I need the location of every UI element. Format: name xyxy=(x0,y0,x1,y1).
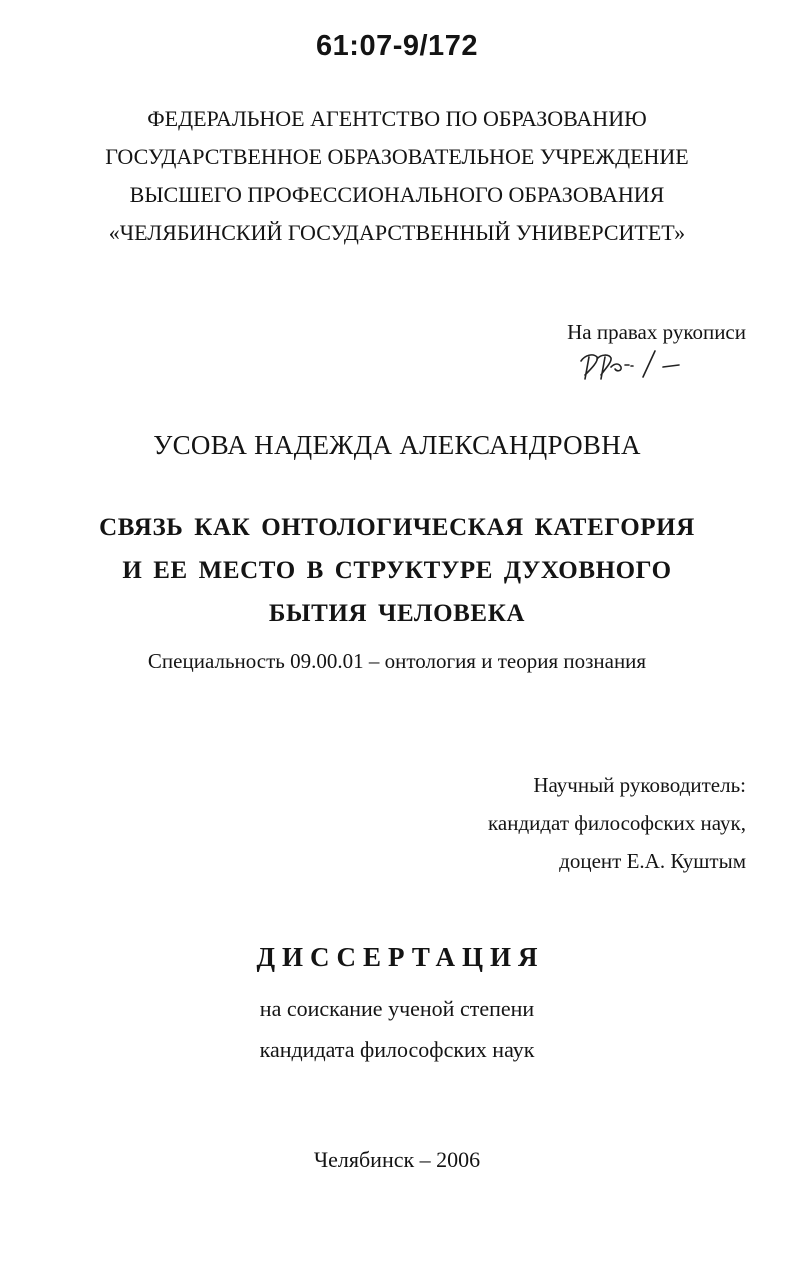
supervisor-line: кандидат философских наук, xyxy=(488,811,746,835)
institution-line: «ЧЕЛЯБИНСКИЙ ГОСУДАРСТВЕННЫЙ УНИВЕРСИТЕТ» xyxy=(108,220,686,245)
title-line: И ЕЕ МЕСТО В СТРУКТУРЕ ДУХОВНОГО xyxy=(122,557,672,584)
supervisor-block xyxy=(488,766,746,880)
institution-line: ВЫСШЕГО ПРОФЕССИОНАЛЬНОГО ОБРАЗОВАНИЯ xyxy=(129,182,665,207)
author-name: УСОВА НАДЕЖДА АЛЕКСАНДРОВНА xyxy=(153,430,641,460)
specialty-line: Специальность 09.00.01 – онтология и теория познания xyxy=(147,649,647,673)
document-code: 61:07-9/172 xyxy=(316,30,478,62)
institution-line: ГОСУДАРСТВЕННОЕ ОБРАЗОВАТЕЛЬНОЕ УЧРЕЖДЕНИЕ xyxy=(105,144,689,169)
supervisor-line: Научный руководитель: xyxy=(533,773,746,797)
title-line: СВЯЗЬ КАК ОНТОЛОГИЧЕСКАЯ КАТЕГОРИЯ xyxy=(99,514,695,541)
degree-line: на соискание ученой степени xyxy=(259,996,535,1021)
degree-block xyxy=(0,988,794,1070)
degree-line: кандидата философских наук xyxy=(259,1037,535,1062)
dissertation-title xyxy=(0,506,794,635)
signature-icon xyxy=(575,345,690,387)
supervisor-line: доцент Е.А. Куштым xyxy=(559,849,746,873)
institution-header xyxy=(0,100,794,252)
manuscript-rights-note: На правах рукописи xyxy=(567,320,746,344)
institution-line: ФЕДЕРАЛЬНОЕ АГЕНТСТВО ПО ОБРАЗОВАНИЮ xyxy=(147,106,647,131)
dissertation-heading: ДИССЕРТАЦИЯ xyxy=(256,942,545,972)
title-line: БЫТИЯ ЧЕЛОВЕКА xyxy=(268,600,526,627)
city-year: Челябинск – 2006 xyxy=(313,1147,481,1172)
